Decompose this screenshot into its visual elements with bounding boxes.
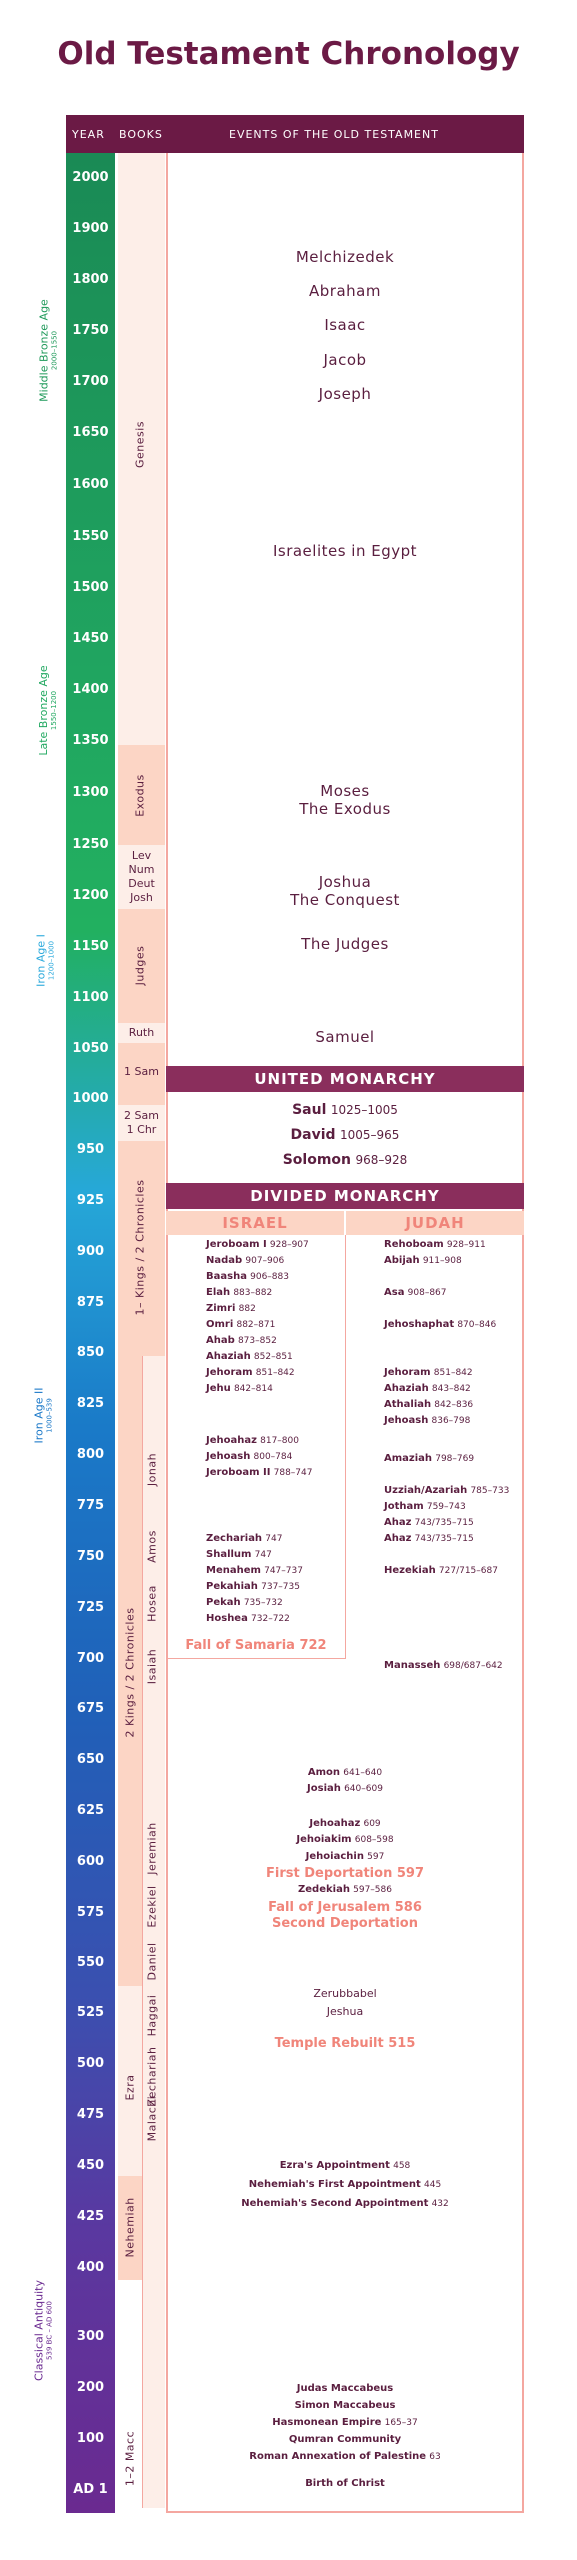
king-name: Rehoboam [384,1239,444,1250]
event-date: 445 [424,2180,442,2190]
year-label: 725 [76,1600,105,1615]
book-label: Nehemiah [123,2197,137,2258]
judah-header: JUDAH [346,1211,524,1235]
judah-king [384,1415,470,1426]
judah-king [384,1255,462,1266]
king-name: Menahem [206,1565,261,1576]
year-label: 925 [76,1193,105,1208]
event-judges: The Judges [301,935,389,953]
year-label: 600 [76,1854,105,1869]
israel-king [206,1335,277,1346]
age-name: Classical Antiquity [32,2279,46,2382]
year-label: 1000 [72,1091,109,1106]
king-dates: 911–908 [422,1256,462,1266]
event-samuel: Samuel [315,1028,375,1046]
israel-king [206,1565,303,1576]
event-second-deportation: Second Deportation [271,1916,418,1931]
book-jeremiah: Jeremiah [145,1822,159,1875]
event-solomon [166,1152,524,1168]
book-malachi: Malachi [145,2095,159,2142]
book-label: 1 Chr [126,1123,157,1136]
king-name: Jehoram [206,1367,253,1378]
event-zedekiah [166,1884,524,1895]
book-label: 2 Sam [124,1109,159,1122]
king-name: David [290,1127,336,1143]
book-ruth [118,1023,165,1043]
king-dates: 843–842 [431,1384,471,1394]
year-label: 2000 [72,170,109,185]
year-label: 1050 [72,1041,109,1056]
event-moses: Moses [320,782,370,800]
event-name: Ezra's Appointment [279,2160,390,2171]
king-dates: 759–743 [426,1502,466,1512]
king-name: Zechariah [206,1533,263,1544]
year-label: 875 [76,1295,105,1310]
event-ezra-appointment [166,2160,524,2171]
king-dates: 842–836 [434,1400,474,1410]
king-name: Pekah [206,1597,241,1608]
king-dates: 747 [254,1550,272,1560]
year-label: 400 [76,2260,105,2275]
king-dates: 1025–1005 [330,1103,398,1117]
age-range: 539 BC – AD 600 [45,2301,54,2360]
israel-king [206,1351,293,1362]
event-date: 63 [429,2452,441,2462]
year-label: 900 [76,1244,105,1259]
event-jeshua: Jeshua [326,2005,364,2018]
israel-king [206,1319,275,1330]
king-name: Manasseh [384,1660,441,1671]
judah-king [384,1287,447,1298]
book-1-kings [118,1141,165,1356]
book-maccabees-column [118,2280,142,2508]
book-amos: Amos [145,1530,159,1563]
band-united-monarchy: UNITED MONARCHY [166,1066,524,1092]
king-dates: 732–722 [251,1614,290,1624]
year-label: 1700 [72,374,109,389]
event-nehemiah-first [166,2179,524,2190]
year-label: 800 [76,1447,105,1462]
king-dates: 597 [367,1852,385,1862]
book-judges [118,909,165,1023]
event-name: Nehemiah's Second Appointment [241,2198,429,2209]
israel-king [206,1303,256,1314]
king-name: Elah [206,1287,231,1298]
king-dates: 735–732 [243,1598,283,1608]
king-dates: 640–609 [344,1784,383,1794]
judah-king [384,1239,486,1250]
age-middle-bronze [38,291,59,411]
year-label: 1300 [72,785,109,800]
king-name: Jeroboam II [206,1467,271,1478]
year-label: 1400 [72,682,109,697]
israel-king [206,1467,312,1478]
judah-king [384,1660,503,1671]
book-label-deut: Deut [128,877,155,890]
year-label: 850 [76,1345,105,1360]
year-label: 1600 [72,477,109,492]
book-label: 1 Sam [124,1065,159,1078]
year-label: 450 [76,2158,105,2173]
event-judas-maccabeus: Judas Maccabeus [296,2383,394,2394]
israel-box [166,1235,346,1659]
king-dates: 800–784 [253,1452,293,1462]
israel-king [206,1533,282,1544]
event-date: 432 [431,2199,449,2209]
judah-king [384,1319,496,1330]
king-name: Pekahiah [206,1581,258,1592]
age-name: Iron Age II [32,1387,46,1444]
israel-king [206,1435,299,1446]
event-fall-of-jerusalem: Fall of Jerusalem 586 [268,1900,422,1915]
king-name: Ahaz [384,1533,412,1544]
judah-king [384,1399,473,1410]
king-dates: 907–906 [245,1256,285,1266]
king-name: Solomon [282,1152,352,1168]
book-label-lev: Lev [131,849,152,862]
year-label: 1200 [72,888,109,903]
king-name: Zedekiah [298,1884,350,1895]
year-label: 1100 [72,990,109,1005]
judah-king [384,1453,474,1464]
israel-king [206,1271,289,1282]
year-label: 625 [76,1803,105,1818]
year-label: 950 [76,1142,105,1157]
year-label: 1750 [72,323,109,338]
king-name: Omri [206,1319,234,1330]
event-amon [166,1767,524,1778]
king-dates: 851–842 [433,1368,473,1378]
year-label: 1350 [72,733,109,748]
book-zechariah: Zechariah [145,2046,159,2107]
header-year: YEAR [72,128,105,141]
israel-king [206,1451,292,1462]
year-label: 1150 [72,939,109,954]
king-dates: 609 [363,1819,381,1829]
king-name: Hoshea [206,1613,248,1624]
judah-king [384,1565,498,1576]
event-nehemiah-second [166,2198,524,2209]
year-label: 200 [76,2380,105,2395]
event-josiah [166,1783,524,1794]
event-jehoiachin [166,1851,524,1862]
book-ezekiel: Ezekiel [145,1885,159,1928]
event-name: Roman Annexation of Palestine [249,2451,427,2462]
book-2-kings [118,1356,142,1986]
king-dates: 727/715–687 [438,1566,498,1576]
king-dates: 798–769 [435,1454,475,1464]
king-dates: 928–907 [269,1240,309,1250]
age-name: Iron Age I [34,934,48,987]
king-name: Ahaziah [206,1351,251,1362]
event-date: 458 [393,2161,411,2171]
king-name: Jehoash [384,1415,429,1426]
year-label: 500 [76,2056,105,2071]
year-label: 575 [76,1905,105,1920]
year-label: 675 [76,1701,105,1716]
header-events: EVENTS OF THE OLD TESTAMENT [229,128,439,141]
king-dates: 641–640 [343,1768,383,1778]
king-dates: 928–911 [446,1240,486,1250]
king-name: Uzziah/Azariah [384,1485,468,1496]
book-label-josh: Josh [130,891,153,904]
age-iron-1 [35,921,56,1001]
king-name: Athaliah [384,1399,432,1410]
book-exodus [118,745,165,845]
king-dates: 851–842 [255,1368,295,1378]
book-label: 1– Kings / 2 Chronicles [133,1179,147,1316]
header-books: BOOKS [119,128,163,141]
year-label: 1550 [72,529,109,544]
year-label: 1900 [72,221,109,236]
israel-king [206,1367,295,1378]
event-fall-of-samaria: Fall of Samaria 722 [185,1638,327,1653]
king-dates: 873–852 [237,1336,277,1346]
king-dates: 737–735 [261,1582,300,1592]
event-israelites-in-egypt: Israelites in Egypt [272,542,418,560]
age-late-bronze [37,658,58,763]
year-label: 525 [76,2005,105,2020]
event-saul [166,1102,524,1118]
king-name: Baasha [206,1271,247,1282]
king-dates: 882–871 [236,1320,276,1330]
event-joshua: Joshua [318,873,372,891]
book-label: 2 Kings / 2 Chronicles [123,1607,137,1738]
king-dates: 882 [238,1304,256,1314]
year-label: 1800 [72,272,109,287]
book-isaiah: Isaiah [145,1648,159,1685]
age-range: 1000–539 [45,1398,54,1433]
age-iron-2 [33,1381,54,1451]
king-name: Jehu [206,1383,231,1394]
judah-king [384,1367,473,1378]
king-name: Jehoash [206,1451,251,1462]
king-dates: 906–883 [250,1272,289,1282]
king-name: Jehoiachin [305,1851,364,1862]
event-melchizedek: Melchizedek [295,248,395,266]
book-2-samuel-1-chronicles [118,1105,165,1141]
event-jehoahaz [166,1818,524,1829]
king-dates: 836–798 [431,1416,471,1426]
book-label: Genesis [133,420,147,469]
book-1-samuel [118,1043,165,1105]
israel-king [206,1239,309,1250]
age-range: 1200–1000 [47,940,56,981]
book-nehemiah [118,2176,142,2280]
king-name: Jehoahaz [206,1435,257,1446]
judah-king [384,1533,474,1544]
age-range: 2000–1550 [50,330,59,371]
year-label: 825 [76,1396,105,1411]
page-title: Old Testament Chronology [57,36,520,72]
judah-king [384,1485,509,1496]
israel-king [206,1581,300,1592]
year-label: 550 [76,1955,105,1970]
year-label: AD 1 [73,2482,108,2497]
event-zerubbabel: Zerubbabel [313,1987,377,2000]
event-exodus: The Exodus [299,800,391,818]
king-name: Ahaziah [384,1383,429,1394]
king-name: Saul [292,1102,327,1118]
year-label: 100 [76,2431,105,2446]
event-hasmonean-empire [166,2417,524,2428]
israel-header: ISRAEL [166,1211,344,1235]
king-name: Amaziah [384,1453,433,1464]
king-dates: 908–867 [407,1288,447,1298]
year-label: 1650 [72,425,109,440]
king-name: Zimri [206,1303,236,1314]
book-label: Exodus [133,774,147,817]
judah-king [384,1383,471,1394]
israel-king [206,1597,283,1608]
king-dates: 608–598 [354,1835,394,1845]
event-first-deportation: First Deportation 597 [266,1866,424,1881]
king-name: Jehoahaz [309,1818,361,1829]
king-name: Abijah [384,1255,420,1266]
king-dates: 852–851 [253,1352,293,1362]
year-label: 300 [76,2329,105,2344]
king-dates: 883–882 [233,1288,273,1298]
event-roman-annexation [166,2451,524,2462]
event-qumran: Qumran Community [288,2434,402,2445]
book-label: 1–2 Macc [123,2430,137,2487]
king-name: Jeroboam I [206,1239,267,1250]
band-divided-monarchy: DIVIDED MONARCHY [166,1183,524,1209]
king-dates: 743/735–715 [414,1534,474,1544]
king-name: Nadab [206,1255,243,1266]
year-label: 1500 [72,580,109,595]
event-conquest: The Conquest [290,891,400,909]
year-label: 775 [76,1498,105,1513]
event-date: 165–37 [384,2418,418,2428]
book-genesis [118,153,165,745]
king-dates: 747 [265,1534,283,1544]
king-dates: 968–928 [355,1153,408,1167]
israel-king [206,1287,272,1298]
israel-king [206,1383,273,1394]
year-label: 425 [76,2209,105,2224]
king-dates: 788–747 [273,1468,313,1478]
event-david [166,1127,524,1143]
book-hosea: Hosea [145,1585,159,1622]
king-name: Josiah [307,1783,341,1794]
age-range: 1550–1200 [50,690,58,731]
king-dates: 1005–965 [340,1128,400,1142]
king-name: Jehoiakim [296,1834,352,1845]
event-birth-of-christ: Birth of Christ [305,2478,385,2489]
king-dates: 743/735–715 [414,1518,474,1528]
book-ezra [118,1986,142,2176]
book-lev-num-deut-josh [118,845,165,909]
event-name: Hasmonean Empire [272,2417,382,2428]
book-label-num: Num [128,863,155,876]
event-isaac: Isaac [324,316,366,334]
king-name: Jehoram [384,1367,431,1378]
book-label: Ruth [128,1026,155,1039]
king-dates: 842–814 [233,1384,273,1394]
king-name: Ahaz [384,1517,412,1528]
year-label: 700 [76,1651,105,1666]
age-name: Late Bronze Age [37,665,50,756]
event-joseph: Joseph [318,385,372,403]
king-dates: 698/687–642 [443,1661,503,1671]
king-name: Jotham [384,1501,424,1512]
king-name: Hezekiah [384,1565,436,1576]
israel-king [206,1255,284,1266]
year-label: 750 [76,1549,105,1564]
book-label: Ezra [123,2074,137,2101]
judah-king [384,1501,466,1512]
age-name: Middle Bronze Age [37,299,51,402]
event-jacob: Jacob [323,351,367,369]
event-simon-maccabeus: Simon Maccabeus [294,2400,396,2411]
table-header [66,115,524,153]
book-jonah: Jonah [145,1452,159,1487]
event-temple-rebuilt: Temple Rebuilt 515 [274,2036,416,2051]
event-name: Nehemiah's First Appointment [248,2179,421,2190]
king-dates: 747–737 [264,1566,303,1576]
king-name: Jehoshaphat [384,1319,455,1330]
judah-king [384,1517,474,1528]
event-jehoiakim [166,1834,524,1845]
age-classical [33,2271,54,2391]
year-label: 650 [76,1752,105,1767]
book-daniel: Daniel [145,1942,159,1981]
israel-king [206,1613,290,1624]
king-name: Ahab [206,1335,235,1346]
book-haggai: Haggai [145,1994,159,2037]
year-label: 475 [76,2107,105,2122]
event-abraham: Abraham [309,282,381,300]
king-name: Shallum [206,1549,252,1560]
book-label: Judges [133,945,147,986]
king-dates: 817–800 [260,1436,299,1446]
king-dates: 785–733 [470,1486,510,1496]
year-label: 1250 [72,837,109,852]
king-dates: 870–846 [457,1320,497,1330]
year-label: 1450 [72,631,109,646]
israel-king [206,1549,272,1560]
king-name: Amon [307,1767,341,1778]
king-dates: 597–586 [353,1885,392,1895]
king-name: Asa [384,1287,405,1298]
